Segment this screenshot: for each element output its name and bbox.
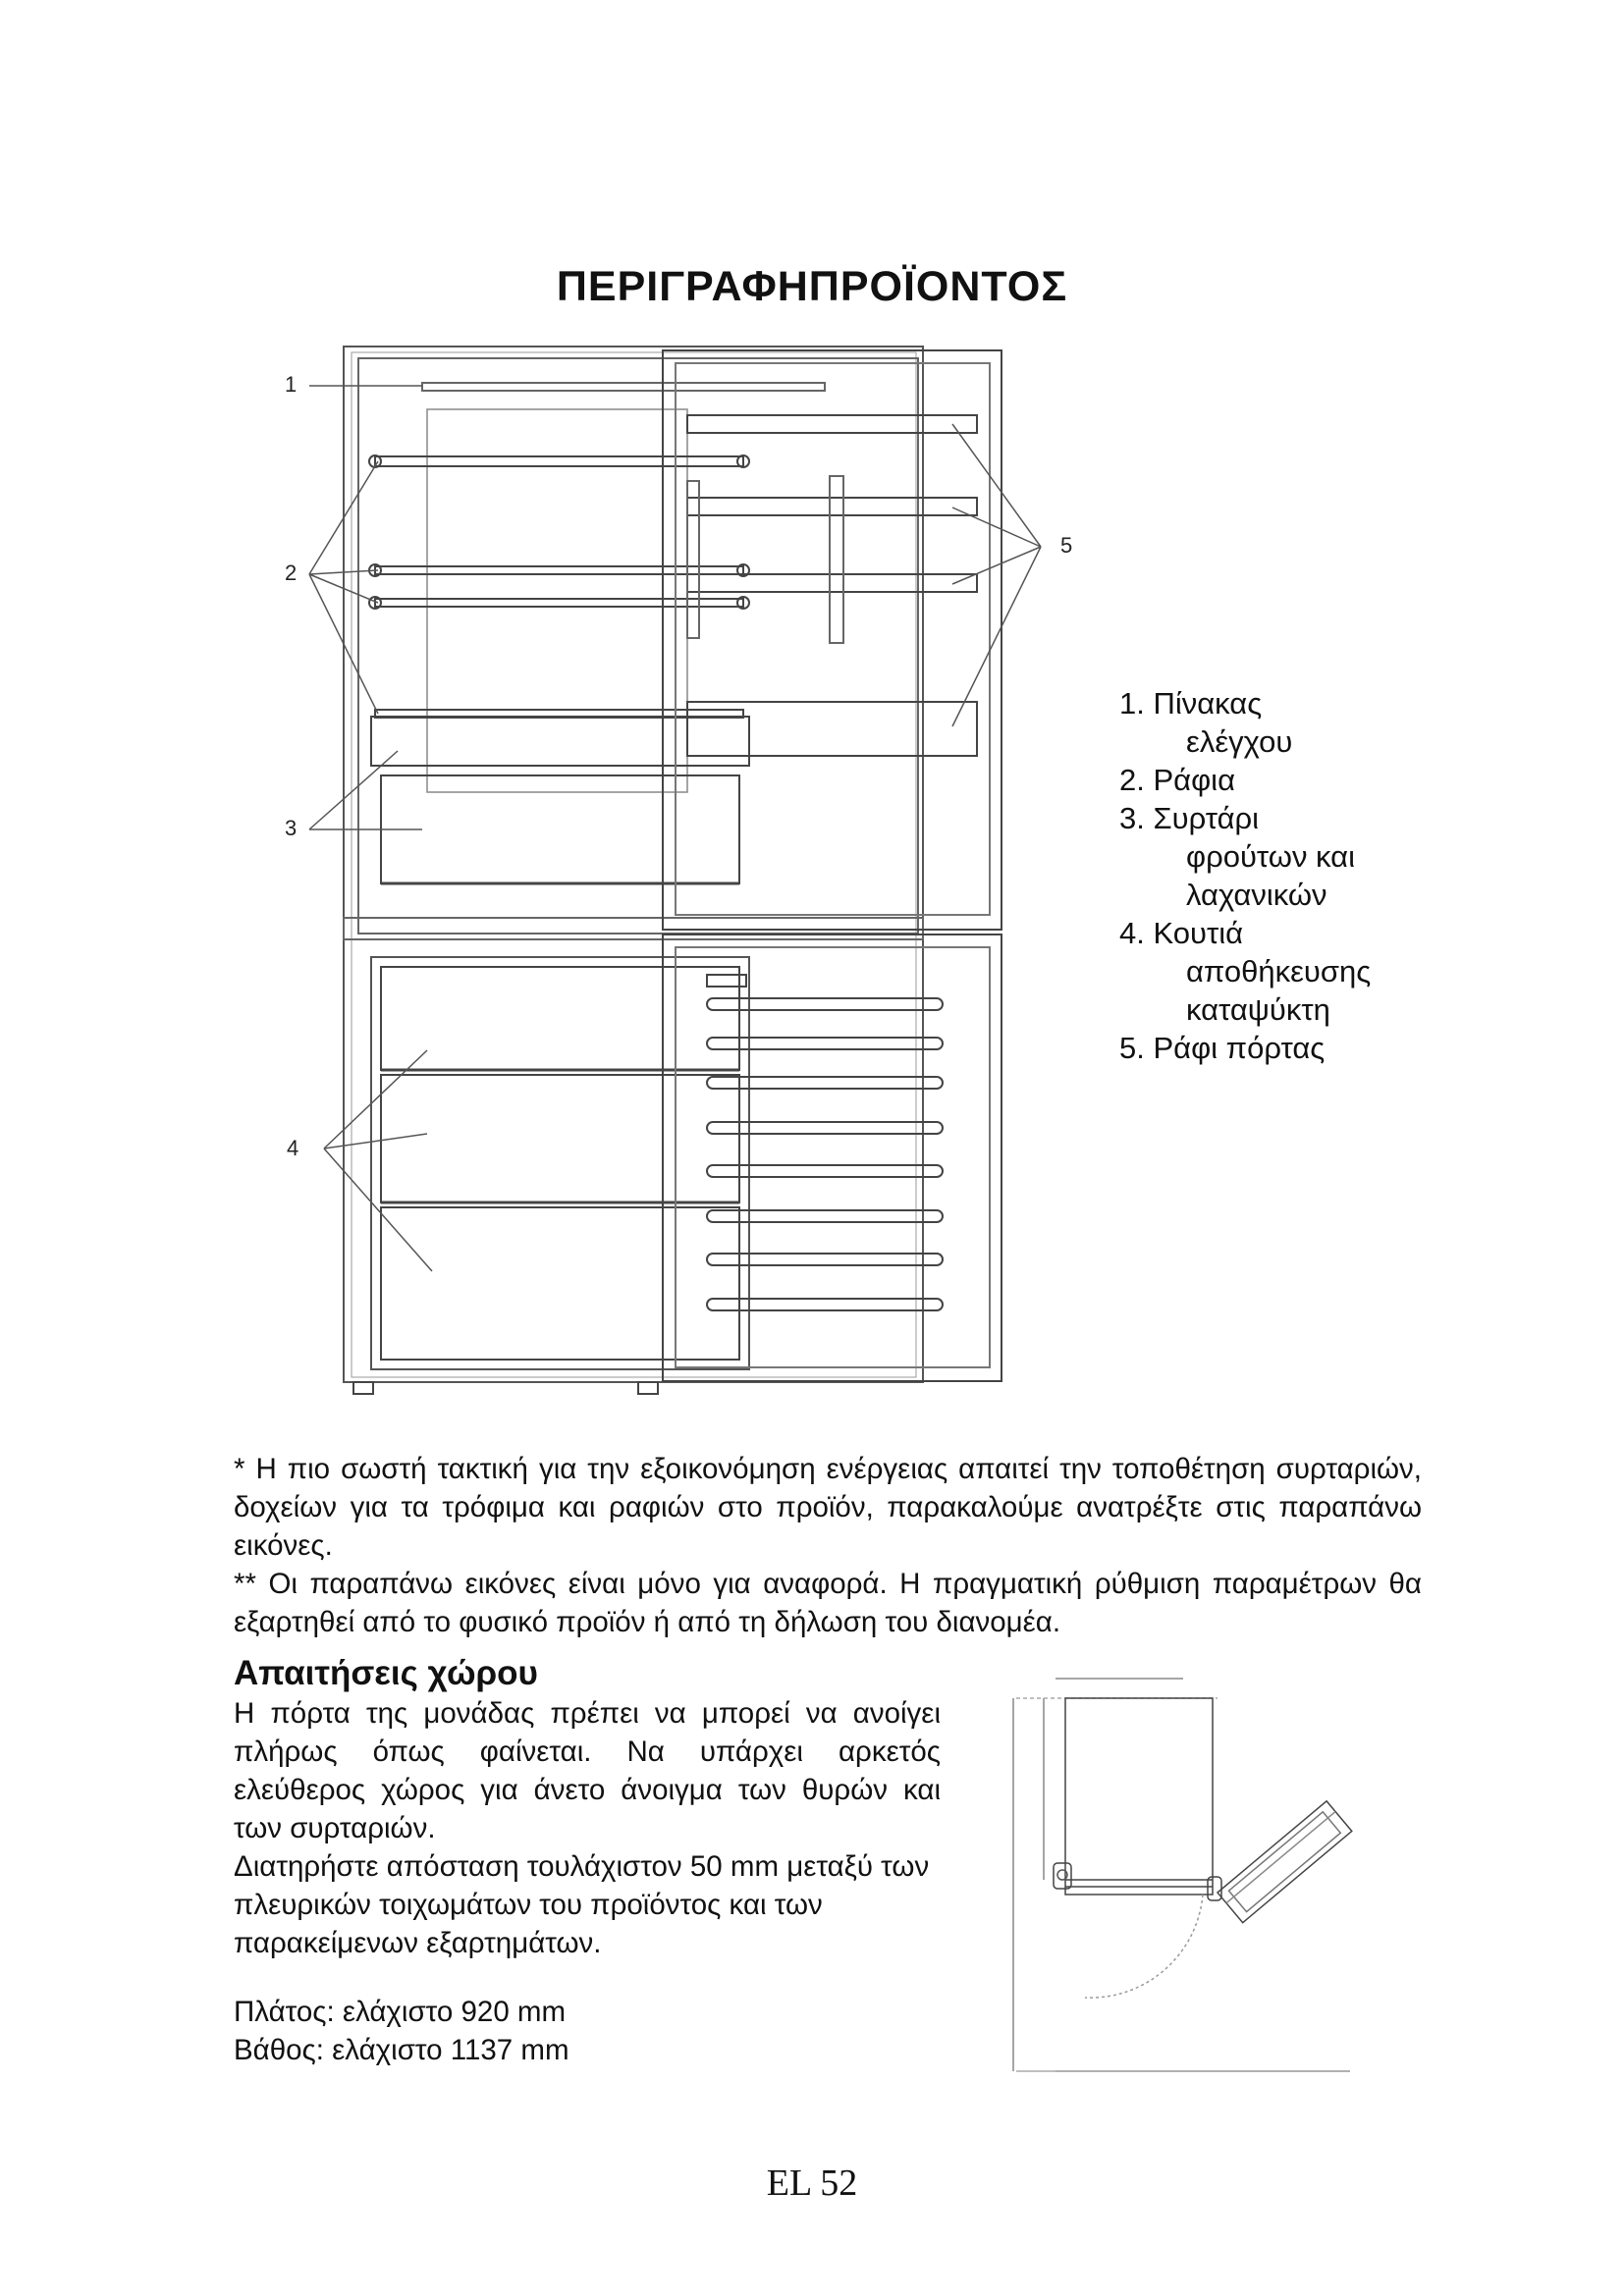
fridge-shelves [369,455,749,718]
space-heading: Απαιτήσεις χώρου [234,1654,538,1692]
page-number: EL 52 [766,2163,858,2204]
parts-legend: 1. Πίνακας ελέγχου 2. Ράφια 3. Συρτάρι φρούτων και λαχανικών 4. Κουτιά αποθήκευσης καταψύκτη 5. Ράφι πόρτας [1119,686,1372,1065]
min-depth: Βάθος: ελάχιστο 1137 mm [234,2034,569,2066]
min-width: Πλάτος: ελάχιστο 920 mm [234,1996,567,2028]
space-text [234,1694,941,1962]
note-reference: ** Οι παραπάνω εικόνες είναι μόνο για αναφορά. Η πραγματική ρύθμιση παραμέτρων θα εξαρτηθεί από το φυσικό προϊόν ή από τη δήλωση του διανομέα. [234,1568,1422,1638]
cabinet-top-view [1065,1698,1213,1895]
legend-item-3: 3. Συρτάρι [1119,801,1260,835]
freezer-door [663,934,1001,1381]
callout-5: 5 [1060,533,1073,558]
callout-3: 3 [285,816,298,840]
note-energy: * Η πιο σωστή τακτική για την εξοικονόμηση ενέργειας απαιτεί την τοποθέτηση συρταριών, δοχείων για τα τρόφιμα και ραφιών στο προϊόν, παρακαλούμε ανατρέξτε στις παραπάνω εικόνες. [234,1453,1422,1562]
notes [234,1450,1422,1641]
legend-item-1: 1. Πίνακας [1119,686,1263,721]
callout-2: 2 [285,561,298,585]
control-panel [422,383,825,391]
page-title: ΠΕΡΙΓΡΑΦΗΠΡΟΪΟΝΤΟΣ [556,263,1068,310]
callout-4: 4 [287,1136,299,1160]
fridge-door [663,350,1001,930]
fridge-illustration [265,329,1110,1428]
cabinet-body [344,347,923,1382]
callout-1: 1 [285,372,298,397]
legend-item-4: 4. Κουτιά [1119,916,1244,950]
freezer-drawers [371,957,749,1369]
clearance-plan-diagram [957,1659,1399,2096]
legend-item-5: 5. Ράφι πόρτας [1119,1031,1326,1065]
space-para-1: Η πόρτα της μονάδας πρέπει να μπορεί να ανοίγει πλήρως όπως φαίνεται. Να υπάρχει αρκετός ελεύθερος χώρος για άνετο άνοιγμα των θυρών και των συρταριών. [234,1697,941,1844]
legend-item-2: 2. Ράφια [1119,763,1235,797]
space-para-2: Διατηρήστε απόσταση τουλάχιστον 50 mm μεταξύ των πλευρικών τοιχωμάτων του προϊόντος και των παρακείμενων εξαρτημάτων. [234,1850,930,1959]
open-door [1218,1801,1352,1923]
space-dimensions [234,1993,569,2069]
